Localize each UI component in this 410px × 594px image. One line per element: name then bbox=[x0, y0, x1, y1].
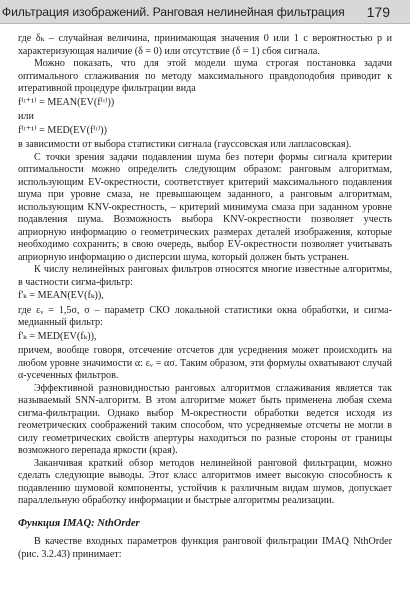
formula: f'ₖ = MED(EV(fₖ)), bbox=[18, 330, 97, 342]
running-title: Фильтрация изображений. Ранговая нелинейная фильтрация bbox=[1, 4, 345, 19]
paragraph: причем, вообще говоря, отсечение отсчетов для усреднения может происходить на любом уровне значимости α: εᵥ = ασ. Таким образом, эти формулы охватывают случай α-усеченных фильтров. bbox=[18, 345, 392, 381]
paragraph: где δₖ – случайная величина, принимающая значения 0 или 1 с вероятностью p и характеризующая наличие (δ = 0) или отсутствие (δ = 1) сбоя сигнала. bbox=[18, 33, 392, 57]
formula: f⁽ᵗ⁺¹⁾ = MED(EV(f⁽ᵗ⁾)) bbox=[18, 124, 107, 136]
paragraph: в зависимости от выбора статистики сигнала (гауссовская или лапласовская). bbox=[18, 139, 352, 150]
paragraph: или bbox=[18, 111, 34, 122]
paragraph: Эффективной разновидностью ранговых алгоритмов сглаживания является так называемый SNN-алгоритм. В этом алгоритме может быть применена любая схема сигма-фильтрации. Однако выбор M-окрестности обработки ведется исходя из геометрических соображений таким способом, что усредняемые отсчеты не могли в силу геометрических свойств апертуры находиться по разные стороны от границы возможного перепада яркости (края). bbox=[18, 382, 392, 456]
paragraph: В качестве входных параметров функция ранговой фильтрации IMAQ NthOrder (рис. 3.2.43) принимает: bbox=[18, 536, 392, 560]
paragraph: С точки зрения задачи подавления шума без потери формы сигнала критерии оптимальности можно определить следующим образом: ранговым алгоритмам, использующим EV-окрестности, соответствует критерий максимального подавления шума при уровне смаза, не превышающем заданного, а ранговым алгоритмам, использующим KNV-окрестность, – критерий минимума смаза при заданном уровне подавления шума. Возможность выбора KNV-окрестности позволяет учесть априорную информацию о геометрических размерах деталей изображения, которые необходимо сохранить; в свою очередь, выбор EV-окрестности позволяет учитывать априорную информацию о дисперсии шума, который должен быть устранен. bbox=[18, 151, 392, 263]
paragraph: где εᵥ = 1,5σ, σ – параметр СКО локальной статистики окна обработки, и сигма-медианный фильтр: bbox=[18, 304, 392, 328]
formula: f⁽ᵗ⁺¹⁾ = MEAN(EV(f⁽ᵗ⁾)) bbox=[18, 96, 115, 108]
formula: f'ₖ = MEAN(EV(fₖ)), bbox=[18, 290, 104, 301]
paragraph: Можно показать, что для этой модели шума строгая постановка задачи оптимального сглаживания по методу максимального правдоподобия приводит к итеративной процедуре фильтрации вида bbox=[18, 58, 392, 94]
section-heading: Функция IMAQ: NthOrder bbox=[18, 517, 140, 529]
paragraph: Заканчивая краткий обзор методов нелинейной ранговой фильтрации, можно сделать следующие выводы. Этот класс алгоритмов имеет высокую способность к подавлению шумовой компоненты, устойчив к различным видам шумов, допускает параллельную обработку информации и быстрые алгоритмы реализации. bbox=[18, 457, 392, 506]
page-number: 179 bbox=[366, 3, 390, 20]
running-header bbox=[0, 0, 410, 24]
page-body bbox=[18, 33, 392, 561]
paragraph: К числу нелинейных ранговых фильтров относятся многие известные алгоритмы, в частности сигма-фильтр: bbox=[18, 264, 392, 288]
